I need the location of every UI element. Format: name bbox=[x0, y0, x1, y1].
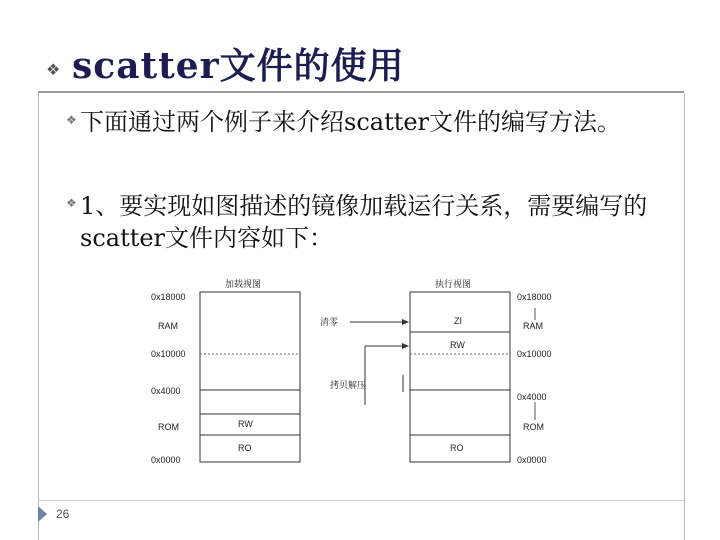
load-view-title: 加载视图 bbox=[225, 280, 262, 290]
frame-border-left bbox=[38, 93, 39, 540]
bullet-icon: ❖ bbox=[66, 113, 77, 127]
exec-section-zi: ZI bbox=[454, 316, 462, 326]
left-address-label: 0x10000 bbox=[151, 349, 186, 359]
bullet-text-2: 1、要实现如图描述的镜像加载运行关系，需要编写的scatter文件内容如下： bbox=[80, 192, 648, 252]
right-address-label: 0x10000 bbox=[517, 349, 552, 359]
clear-arrow-head bbox=[402, 319, 409, 325]
memory-map-diagram bbox=[145, 270, 565, 470]
frame-border-right bbox=[684, 93, 685, 540]
right-address-label: 0x18000 bbox=[517, 292, 552, 302]
title-bullet-icon: ❖ bbox=[46, 60, 61, 79]
page-number: 26 bbox=[56, 507, 70, 521]
right-address-label: 0x4000 bbox=[517, 392, 547, 402]
load-section-ro: RO bbox=[238, 443, 252, 453]
exec-view-title: 执行视图 bbox=[435, 280, 472, 290]
left-address-label: 0x0000 bbox=[151, 455, 181, 465]
bullet-icon: ❖ bbox=[66, 196, 77, 210]
left-region-label: ROM bbox=[158, 422, 179, 432]
clear-label: 清零 bbox=[320, 318, 339, 328]
slide-title: scatter文件的使用 bbox=[72, 45, 405, 87]
left-address-label: 0x4000 bbox=[151, 386, 181, 396]
title-divider bbox=[38, 91, 684, 93]
load-view-box bbox=[200, 292, 300, 462]
exec-section-rw: RW bbox=[450, 340, 465, 350]
right-region-label: ROM bbox=[523, 422, 544, 432]
load-section-rw: RW bbox=[238, 419, 253, 429]
right-region-label: RAM bbox=[523, 321, 543, 331]
page-arrow-icon bbox=[38, 506, 47, 522]
exec-section-ro: RO bbox=[450, 443, 464, 453]
copy-arrow-head bbox=[402, 343, 409, 349]
right-address-label: 0x0000 bbox=[517, 455, 547, 465]
left-address-label: 0x18000 bbox=[151, 292, 186, 302]
frame-border-bottom bbox=[38, 500, 684, 501]
copy-label: 拷贝解压 bbox=[330, 381, 367, 391]
bullet-text-1: 下面通过两个例子来介绍scatter文件的编写方法。 bbox=[80, 108, 622, 136]
left-region-label: RAM bbox=[158, 321, 178, 331]
